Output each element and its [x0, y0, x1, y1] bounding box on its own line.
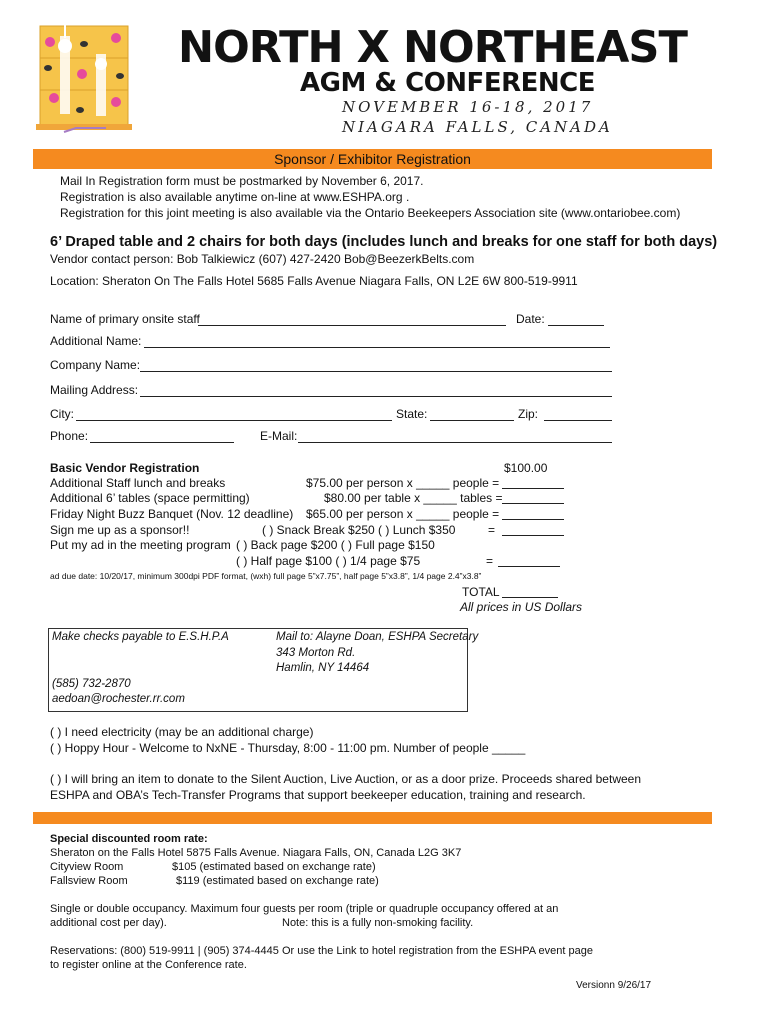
city-field[interactable] [76, 420, 392, 421]
email-field[interactable] [298, 442, 612, 443]
checks-payable: Make checks payable to E.S.H.P.A [52, 631, 229, 643]
payment-phone: (585) 732-2870 [52, 678, 131, 690]
conference-dates: NOVEMBER 16-18, 2017 [342, 98, 594, 116]
intro-line-2: Registration is also available anytime on-line at www.ESHPA.org . [60, 190, 410, 204]
ad-equals: = [486, 554, 494, 568]
company-name-label: Company Name: [50, 358, 141, 372]
staff-lunch-price: $75.00 per person x _____ people = [306, 476, 500, 490]
ad-label: Put my ad in the meeting program [50, 538, 231, 552]
primary-staff-field[interactable] [198, 325, 506, 326]
total-label: TOTAL [462, 585, 500, 599]
fallsview-label: Fallsview Room [50, 875, 128, 887]
staff-lunch-total-field[interactable] [502, 488, 564, 489]
state-field[interactable] [430, 420, 514, 421]
reservations-line-cont: to register online at the Conference rate. [50, 959, 247, 971]
conference-subtitle: AGM & CONFERENCE [300, 68, 595, 98]
location-line: Location: Sheraton On The Falls Hotel 5685 Falls Avenue Niagara Falls, ON L2E 6W 800-519-9911 [50, 274, 578, 288]
prices-note: All prices in US Dollars [460, 600, 583, 614]
zip-field[interactable] [544, 420, 612, 421]
company-name-field[interactable] [140, 371, 612, 372]
sponsor-options[interactable]: ( ) Snack Break $250 ( ) Lunch $350 [262, 523, 456, 537]
section-banner: Sponsor / Exhibitor Registration [33, 149, 712, 169]
date-field[interactable] [548, 325, 604, 326]
phone-field[interactable] [90, 442, 234, 443]
beehive-logo [36, 24, 134, 136]
mailing-address-field[interactable] [140, 396, 612, 397]
primary-staff-label: Name of primary onsite staff [50, 312, 200, 326]
additional-name-label: Additional Name: [50, 334, 142, 348]
hotel-address: Sheraton on the Falls Hotel 5875 Falls Avenue. Niagara Falls, ON, Canada L2G 3K7 [50, 847, 462, 859]
donate-option[interactable]: ( ) I will bring an item to donate to the Silent Auction, Live Auction, or as a door prize. Proceeds shared between [50, 772, 641, 786]
zip-label: Zip: [518, 407, 539, 421]
hoppy-hour-option[interactable]: ( ) Hoppy Hour - Welcome to NxNE - Thursday, 8:00 - 11:00 pm. Number of people _____ [50, 741, 526, 755]
mail-city: Hamlin, NY 14464 [276, 662, 370, 674]
extra-tables-price: $80.00 per table x _____ tables = [324, 491, 503, 505]
ad-options-1[interactable]: ( ) Back page $200 ( ) Full page $150 [236, 538, 435, 552]
conference-location: NIAGARA FALLS, CANADA [342, 118, 613, 136]
ad-options-2[interactable]: ( ) Half page $100 ( ) 1/4 page $75 [236, 554, 421, 568]
occupancy-note: Single or double occupancy. Maximum four guests per room (triple or quadruple occupancy offered at an [50, 903, 559, 915]
phone-label: Phone: [50, 429, 89, 443]
extra-tables-total-field[interactable] [502, 503, 564, 504]
conference-title: NORTH X NORTHEAST [178, 22, 687, 73]
city-label: City: [50, 407, 74, 421]
cityview-label: Cityview Room [50, 861, 124, 873]
ad-total-field[interactable] [498, 566, 560, 567]
basic-registration-label: Basic Vendor Registration [50, 461, 200, 475]
package-heading: 6’ Draped table and 2 chairs for both days (includes lunch and breaks for one staff for both days) [50, 234, 718, 250]
date-label: Date: [516, 312, 545, 326]
occupancy-note-cont: additional cost per day). [50, 917, 167, 929]
vendor-contact: Vendor contact person: Bob Talkiewicz (607) 427-2420 Bob@BeezerkBelts.com [50, 252, 475, 266]
mail-street: 343 Morton Rd. [276, 647, 356, 659]
mailing-address-label: Mailing Address: [50, 383, 139, 397]
payment-email: aedoan@rochester.rr.com [52, 693, 185, 705]
divider-bar [33, 812, 712, 824]
basic-registration-price: $100.00 [504, 461, 548, 475]
additional-name-field[interactable] [144, 347, 610, 348]
staff-lunch-label: Additional Staff lunch and breaks [50, 476, 226, 490]
sponsor-label: Sign me up as a sponsor!! [50, 523, 190, 537]
version-label: Versionn 9/26/17 [576, 980, 652, 991]
state-label: State: [396, 407, 428, 421]
intro-line-3: Registration for this joint meeting is also available via the Ontario Beekeepers Association site (www.ontariobee.com) [60, 206, 681, 220]
total-field[interactable] [502, 597, 558, 598]
fallsview-rate: $119 (estimated based on exchange rate) [176, 875, 379, 887]
email-label: E-Mail: [260, 429, 298, 443]
sponsor-equals: = [488, 523, 496, 537]
banquet-total-field[interactable] [502, 519, 564, 520]
electricity-option[interactable]: ( ) I need electricity (may be an additional charge) [50, 725, 314, 739]
banquet-price: $65.00 per person x _____ people = [306, 507, 500, 521]
intro-line-1: Mail In Registration form must be postmarked by November 6, 2017. [60, 174, 424, 188]
banquet-label: Friday Night Buzz Banquet (Nov. 12 deadline) [50, 507, 294, 521]
mail-to: Mail to: Alayne Doan, ESHPA Secretary [276, 631, 479, 643]
reservations-line[interactable]: Reservations: (800) 519-9911 | (905) 374-4445 Or use the Link to hotel registration from the ESHPA event page [50, 945, 593, 957]
sponsor-total-field[interactable] [502, 535, 564, 536]
ad-note: ad due date: 10/20/17, minimum 300dpi PDF format, (wxh) full page 5”x7.75”, half page 5”x3.8”, 1/4 page 2.4”x3.8” [50, 571, 482, 581]
cityview-rate: $105 (estimated based on exchange rate) [172, 861, 376, 873]
donate-option-cont: ESHPA and OBA’s Tech-Transfer Programs that support beekeeper education, training and research. [50, 788, 586, 802]
extra-tables-label: Additional 6’ tables (space permitting) [50, 491, 250, 505]
hotel-heading: Special discounted room rate: [50, 833, 208, 845]
nonsmoking-note: Note: this is a fully non-smoking facility. [282, 917, 474, 929]
